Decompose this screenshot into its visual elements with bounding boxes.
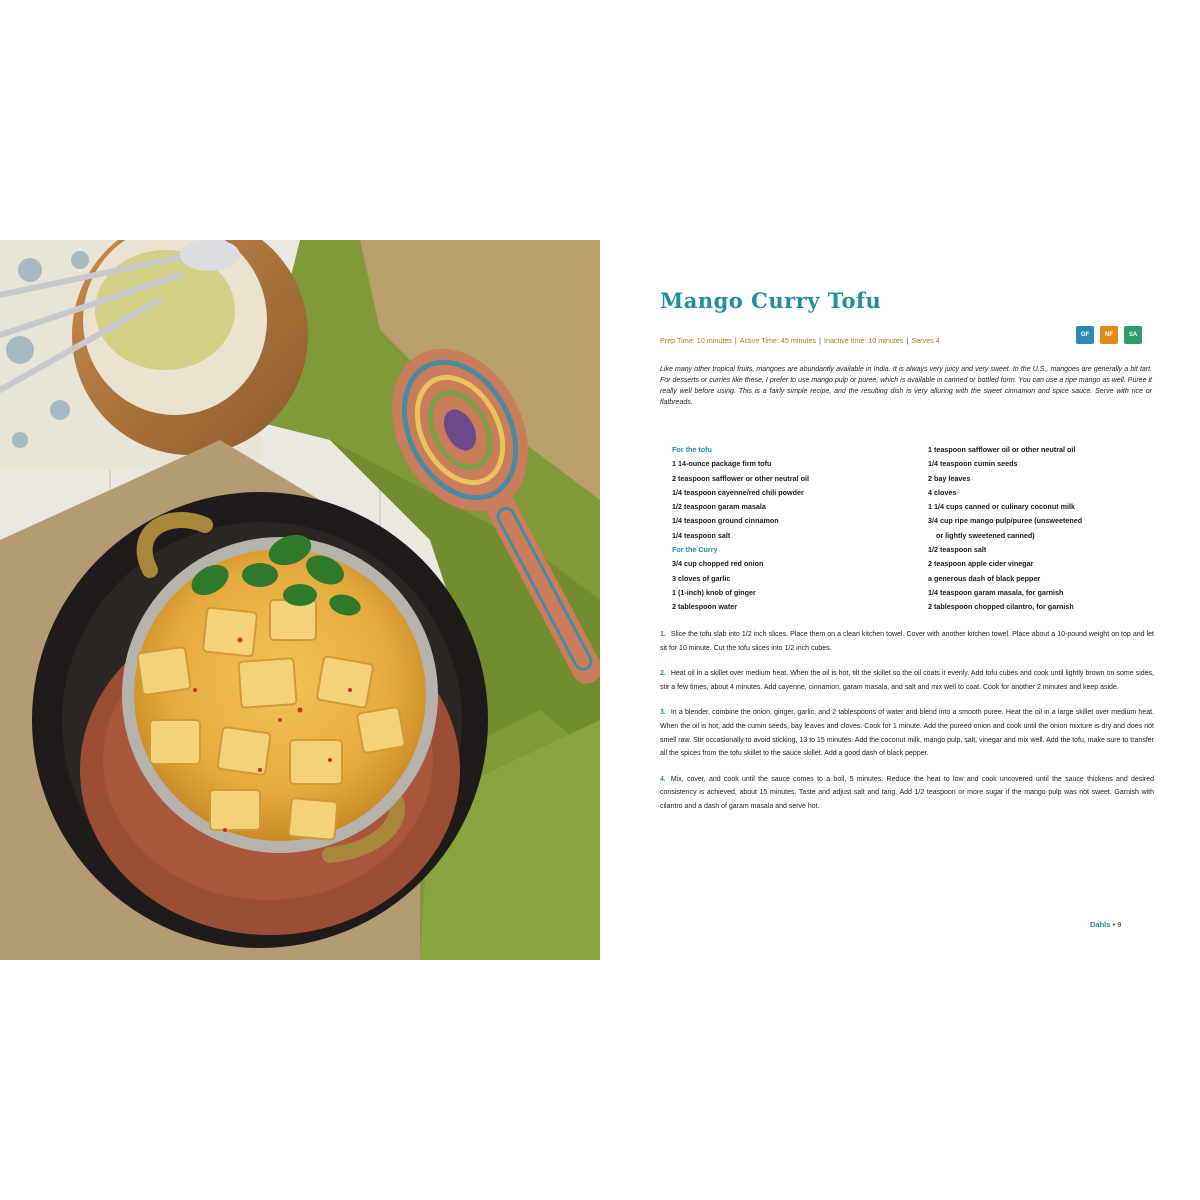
recipe-steps xyxy=(660,628,1154,826)
step-number: 3. xyxy=(660,709,666,717)
ingredient: 3 cloves of garlic xyxy=(672,573,731,583)
footer-dot: • xyxy=(1112,920,1116,929)
ingredient: 1/2 teaspoon salt xyxy=(928,545,987,555)
ingredients-right xyxy=(928,443,1158,615)
step xyxy=(660,628,1154,655)
recipe-photo xyxy=(0,240,600,960)
diet-badges xyxy=(1076,326,1142,344)
ingredient: 2 tablespoon water xyxy=(672,602,738,612)
serves: Serves 4 xyxy=(911,336,940,345)
ingredient: 1/4 teaspoon ground cinnamon xyxy=(672,516,779,526)
ingredient: 1/4 teaspoon garam masala, for garnish xyxy=(928,587,1064,597)
ingredient: 2 tablespoon chopped cilantro, for garnish xyxy=(928,602,1074,612)
prep-time: Prep Time: 10 minutes xyxy=(660,336,732,345)
recipe-intro: Like many other tropical fruits, mangoes are abundantly available in India. It is always very juicy and very sweet. In the U.S., mangoes are generally a bit tart. For desserts or curries like these, I prefer to use mango pulp or puree, which is available in canned or bottled form. You can use a ripe mango as well. Puree it really well before using. This is a fairly simple recipe, and the resulting dish is very alluring with the sweet cinnamon and spice sauce. Serve with rice or flatbreads. xyxy=(660,366,1152,406)
active-time: Active Time: 45 minutes xyxy=(739,336,817,345)
ingredient: 1/4 teaspoon cayenne/red chili powder xyxy=(672,487,804,497)
step xyxy=(660,667,1154,694)
step xyxy=(660,706,1154,760)
ingredient: 2 bay leaves xyxy=(928,473,971,483)
badge-nf: NF xyxy=(1100,326,1118,344)
ingredient: 4 cloves xyxy=(928,487,957,497)
step-text: Mix, cover, and cook until the sauce comes to a boil, 5 minutes. Reduce the heat to low and cook uncovered until the sauce thickens and desired consistency is achieved, about 15 minutes. Taste and adjust salt and tang. Add 1/2 teaspoon or more sugar if the mango pulp was not sweet. Garnish with cilantro and a dash of garam masala and serve hot. xyxy=(660,775,1154,810)
ingredient: 3/4 cup ripe mango pulp/puree (unsweetened xyxy=(928,516,1083,526)
page-number: 9 xyxy=(1117,920,1122,929)
step-number: 2. xyxy=(660,670,666,678)
section-name: Dahls xyxy=(1090,920,1111,929)
recipe-meta: Prep Time: 10 minutes | Active Time: 45 minutes | Inactive time: 10 minutes | Serves 4 xyxy=(660,336,940,345)
ingredient: 1 teaspoon safflower oil or other neutral oil xyxy=(928,445,1076,454)
badge-sa: SA xyxy=(1124,326,1142,344)
badge-gf: GF xyxy=(1076,326,1094,344)
recipe-page xyxy=(600,240,1200,960)
step-text: Heat oil in a skillet over medium heat. When the oil is hot, tilt the skillet so the oil coats it evenly. Add tofu cubes and cook until lightly brown on some sides, stir a few times, about 4 minutes. Add cayenne, cinnamon, garam masala, and salt and mix well to coat. Cook for another 2 minutes and keep aside. xyxy=(660,670,1154,691)
book-spread xyxy=(0,240,1200,960)
step-text: In a blender, combine the onion, ginger, garlic, and 2 tablespoons of water and blend into a smooth puree. Heat the oil in a large skillet over medium heat. When the oil is hot, add the cumin seeds, bay leaves and cloves. Cook for 1 minute. Add the pureed onion and cook until the onion mixture is dry and does not smell raw. Stir occasionally to avoid sticking, 13 to 15 minutes. Add the coconut milk, mango pulp, salt, vinegar and mix well. Add the tofu, make sure to transfer all the spices from the tofu skillet to the sauce skillet. Add a good dash of black pepper. xyxy=(660,709,1154,758)
ingredient: 1/4 teaspoon cumin seeds xyxy=(928,459,1018,469)
ingredient: 1/2 teaspoon garam masala xyxy=(672,502,766,512)
tofu-heading: For the tofu xyxy=(672,445,712,454)
ingredient: 3/4 cup chopped red onion xyxy=(672,559,764,569)
step-number: 1. xyxy=(660,631,666,638)
step-number: 4. xyxy=(660,775,666,783)
ingredient: a generous dash of black pepper xyxy=(928,573,1041,583)
ingredient: 2 teaspoon safflower or other neutral oil xyxy=(672,473,809,483)
recipe-title: Mango Curry Tofu xyxy=(660,288,882,313)
step xyxy=(660,773,1154,814)
step-text: Slice the tofu slab into 1/2 inch slices. Place them on a clean kitchen towel. Cover with another kitchen towel. Place about a 10-pound weight on top and let sit for 10 minute. Cut the tofu slices into 1/2 inch cubes. xyxy=(660,631,1154,652)
ingredient: 1 1/4 cups canned or culinary coconut milk xyxy=(928,502,1075,512)
ingredients-left xyxy=(672,443,912,615)
ingredient: 2 teaspoon apple cider vinegar xyxy=(928,559,1034,569)
curry-heading: For the Curry xyxy=(672,545,718,555)
ingredient: 1/4 teaspoon salt xyxy=(672,530,731,540)
ingredient: or lightly sweetened canned) xyxy=(936,530,1035,540)
page-footer xyxy=(1090,920,1121,929)
inactive-time: Inactive time: 10 minutes xyxy=(823,336,904,345)
ingredient: 1 (1-inch) knob of ginger xyxy=(672,587,756,597)
ingredient: 1 14-ounce package firm tofu xyxy=(672,459,772,469)
